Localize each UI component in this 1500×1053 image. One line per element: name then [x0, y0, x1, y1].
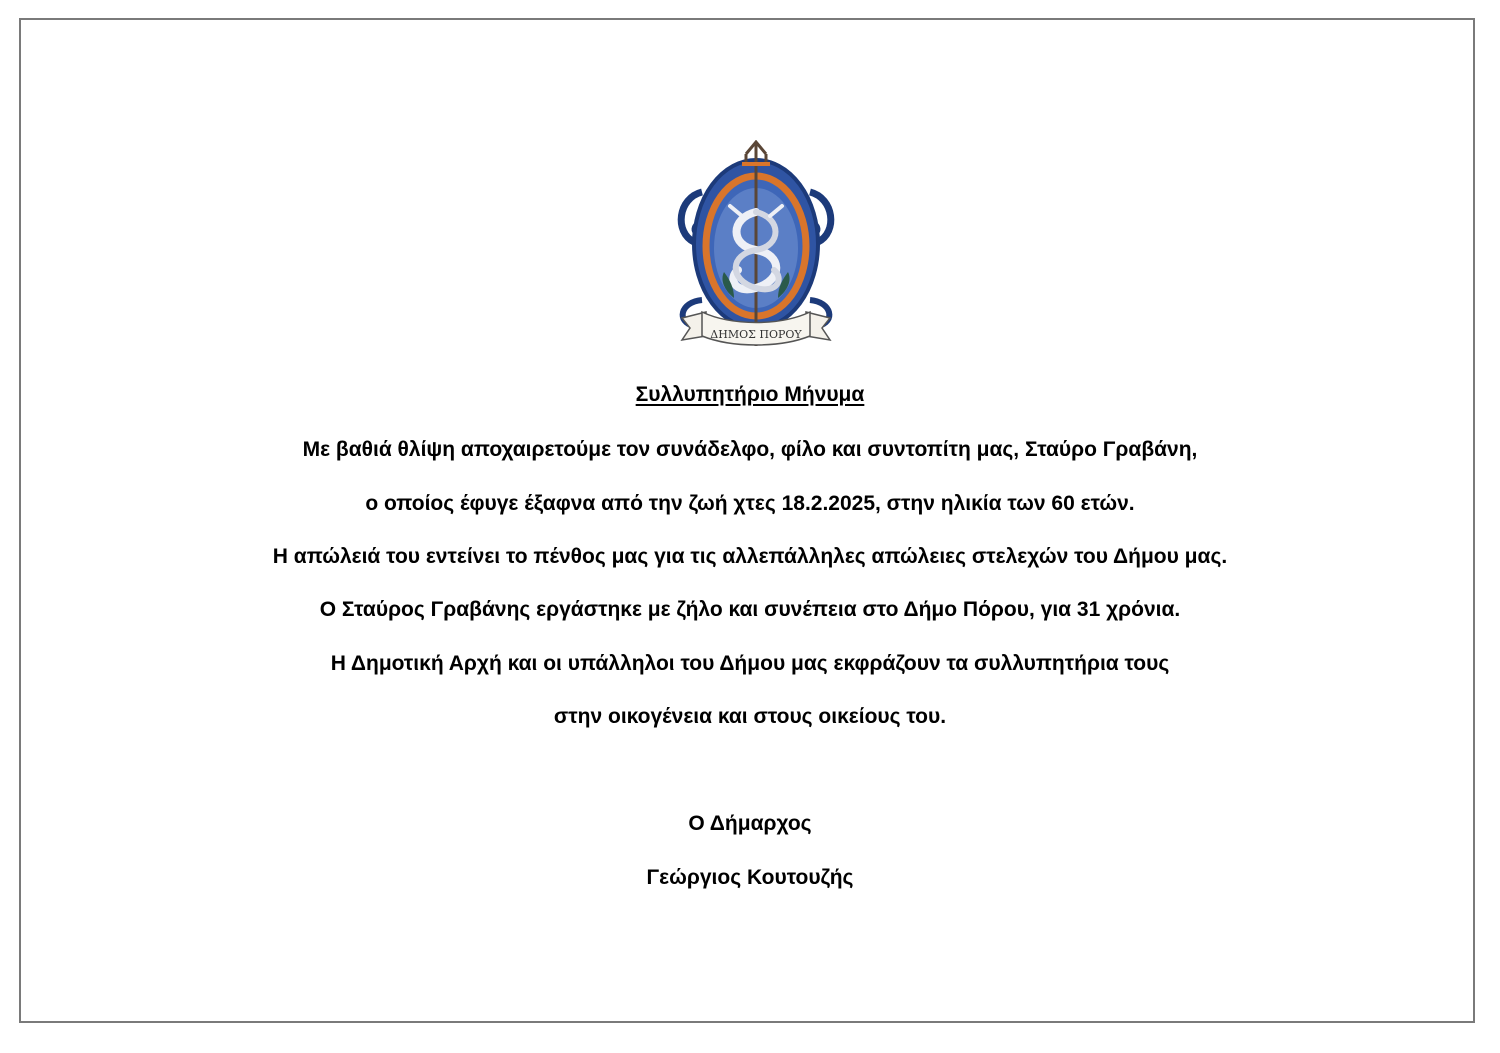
message-line: στην οικογένεια και στους οικείους του.: [553, 705, 947, 728]
message-heading: Συλλυπητήριο Μήνυμα: [635, 383, 865, 406]
signature-role: Ο Δήμαρχος: [688, 812, 812, 835]
message-line: Ο Σταύρος Γραβάνης εργάστηκε με ζήλο και συνέπεια στο Δήμο Πόρου, για 31 χρόνια.: [319, 598, 1181, 621]
message-line: Με βαθιά θλίψη αποχαιρετούμε τον συνάδελφο, φίλο και συντοπίτη μας, Σταύρο Γραβάνη,: [302, 438, 1198, 461]
municipality-emblem: [672, 140, 840, 362]
message-line: Η απώλειά του εντείνει το πένθος μας για τις αλλεπάλληλες απώλειες στελεχών του Δήμου μας.: [272, 545, 1228, 568]
message-line: ο οποίος έφυγε έξαφνα από την ζωή χτες 18.2.2025, στην ηλικία των 60 ετών.: [365, 492, 1135, 515]
signature-name: Γεώργιος Κουτουζής: [646, 866, 854, 889]
message-line: Η Δημοτική Αρχή και οι υπάλληλοι του Δήμου μας εκφράζουν τα συλλυπητήρια τους: [330, 652, 1170, 675]
emblem-scroll-text: ΔΗΜΟΣ ΠΟΡΟΥ: [710, 328, 802, 341]
